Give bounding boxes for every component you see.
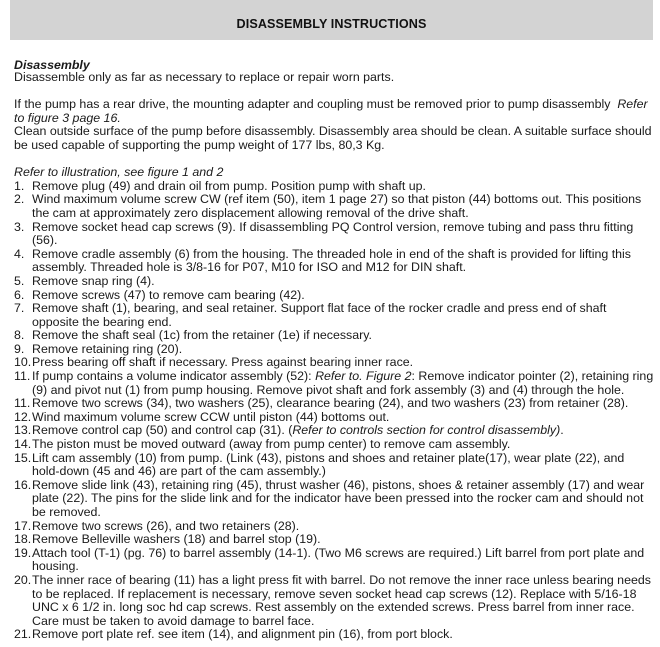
list-item: [14, 411, 654, 425]
step-text: Remove port plate ref. see item (14), and alignment pin (16), from port block.: [32, 627, 453, 642]
step-text: Remove Belleville washers (18) and barrel stop (19).: [32, 532, 321, 547]
step-number: 11.: [14, 396, 31, 411]
step-number: 18.: [14, 532, 32, 547]
step-number: 3.: [14, 219, 25, 234]
step-number: 20.: [14, 572, 32, 587]
list-item: [14, 343, 654, 357]
controls-section-reference: Refer to controls section for control disassembly): [292, 423, 561, 438]
step-text: Remove cradle assembly (6) from the housing. The threaded hole in end of the shaft is provided for lifting this assembly. Threaded hole is 3/8-16 for P07, M10 for ISO and M12 for DIN shaft.: [32, 246, 631, 275]
list-item: [14, 424, 654, 438]
step-text: The inner race of bearing (11) has a light press fit with barrel. Do not remove the inner race unless bearing needs to be replaced. If replacement is necessary, remove seven socket head cap screws (12). Replace with 5/16-18 UNC x 6 1/2 in. long soc hd cap screws. Rest assembly on the extended screws. Press barrel from inner race. Care must be taken to avoid damage to barrel face.: [32, 572, 651, 628]
step-number: 2.: [14, 192, 25, 207]
list-item: [14, 574, 654, 628]
cleaning-paragraph: Clean outside surface of the pump before disassembly. Disassembly area should be clean. A suitable surface should be used capable of supporting the pump weight of 177 lbs, 80,3 Kg.: [14, 124, 652, 152]
step-text: The piston must be moved outward (away from pump center) to remove cam assembly.: [32, 437, 511, 452]
step-number: 9.: [14, 341, 25, 356]
list-item: [14, 452, 654, 479]
step-text: Remove screws (47) to remove cam bearing (42).: [32, 287, 305, 302]
rear-drive-text: If the pump has a rear drive, the mounting adapter and coupling must be removed prior to pump disassembly: [14, 97, 611, 112]
step-number: 10.: [14, 355, 32, 370]
step-text: Wind maximum volume screw CCW until piston (44) bottoms out.: [32, 409, 390, 424]
step-text: Remove shaft (1), bearing, and seal retainer. Support flat face of the rocker cradle and press end of shaft opposite the bearing end.: [32, 301, 607, 329]
page-title: DISASSEMBLY INSTRUCTIONS: [236, 17, 427, 31]
list-item: [14, 302, 654, 329]
section-heading: Disassembly: [14, 58, 90, 72]
step-number: 6.: [14, 287, 25, 302]
step-text: Lift cam assembly (10) from pump. (Link (43), pistons and shoes and retainer plate(17), wear plate (22), and hold-down (45 and 46) are part of the cam assembly.): [32, 450, 625, 479]
step-text: Remove slide link (43), retaining ring (45), thrust washer (46), pistons, shoes & retainer assembly (17) and wear plate (22). The pins for the slide link and for the indicator have been pressed into the rocker cam and should not be removed.: [32, 477, 645, 519]
list-item: [14, 356, 654, 370]
list-item: [14, 329, 654, 343]
step-text: .: [560, 423, 564, 438]
step-text: Remove control cap (50) and control cap (31). (: [32, 423, 293, 438]
step-text: Wind maximum volume screw CW (ref item (50), item 1 page 27) so that piston (44) bottoms out. This positions the cam at approximately zero displacement allowing removal of the drive shaft.: [32, 192, 642, 220]
step-number: 7.: [14, 301, 25, 316]
step-number: 21.: [14, 627, 32, 642]
list-item: [14, 193, 654, 220]
disassembly-steps-list: [14, 180, 654, 642]
rear-drive-paragraph: [14, 98, 654, 125]
list-item: [14, 248, 654, 275]
step-text: : Remove indicator pointer (2), retaining ring (9) and pivot nut (1) from pump housing. Remove pivot shaft and fork assembly (3) and (4) through the hole.: [32, 369, 654, 397]
document-body: [14, 60, 654, 642]
step-text: Remove the shaft seal (1c) from the retainer (1e) if necessary.: [32, 328, 372, 343]
list-item: [14, 289, 654, 303]
step-text: Remove retaining ring (20).: [32, 341, 183, 356]
list-item: [14, 370, 654, 397]
list-item: [14, 397, 654, 411]
step-number: 19.: [14, 545, 32, 560]
step-number: 14.: [14, 437, 32, 452]
step-number: 1.: [14, 178, 25, 193]
list-item: [14, 275, 654, 289]
spacer: [14, 85, 654, 99]
step-number: 11.: [14, 369, 31, 384]
list-item: [14, 520, 654, 534]
list-item: [14, 221, 654, 248]
illustration-reference: Refer to illustration, see figure 1 and 2: [14, 165, 224, 180]
spacer: [14, 153, 654, 167]
list-item: [14, 479, 654, 520]
step-text: If pump contains a volume indicator assembly (52):: [32, 369, 316, 384]
figure-reference: Refer to figure 3 page 16.: [14, 97, 648, 125]
step-number: 17.: [14, 518, 32, 533]
intro-paragraph: Disassemble only as far as necessary to replace or repair worn parts.: [14, 70, 395, 84]
figure-reference: Refer to. Figure 2: [315, 369, 412, 384]
step-text: Press bearing off shaft if necessary. Press against bearing inner race.: [32, 355, 414, 370]
step-text: Remove socket head cap screws (9). If disassembling PQ Control version, remove tubing and pass thru fitting (56).: [32, 219, 634, 248]
step-number: 16.: [14, 477, 32, 492]
step-number: 5.: [14, 273, 25, 288]
page-header-bar: [10, 0, 653, 40]
step-number: 15.: [14, 450, 32, 465]
step-number: 12.: [14, 409, 32, 424]
step-text: Remove plug (49) and drain oil from pump. Position pump with shaft up.: [32, 178, 426, 193]
list-item: [14, 180, 654, 194]
step-text: Remove two screws (26), and two retainers (28).: [32, 518, 300, 533]
list-item: [14, 438, 654, 452]
list-item: [14, 628, 654, 642]
step-number: 13.: [14, 423, 32, 438]
step-text: Remove two screws (34), two washers (25), clearance bearing (24), and two washers (23) from retainer (28).: [32, 396, 629, 411]
step-number: 8.: [14, 328, 25, 343]
list-item: [14, 547, 654, 574]
step-text: Attach tool (T-1) (pg. 76) to barrel assembly (14-1). (Two M6 screws are required.) Lift barrel from port plate and housing.: [32, 545, 645, 574]
step-number: 4.: [14, 246, 25, 261]
list-item: [14, 533, 654, 547]
step-text: Remove snap ring (4).: [32, 273, 155, 288]
